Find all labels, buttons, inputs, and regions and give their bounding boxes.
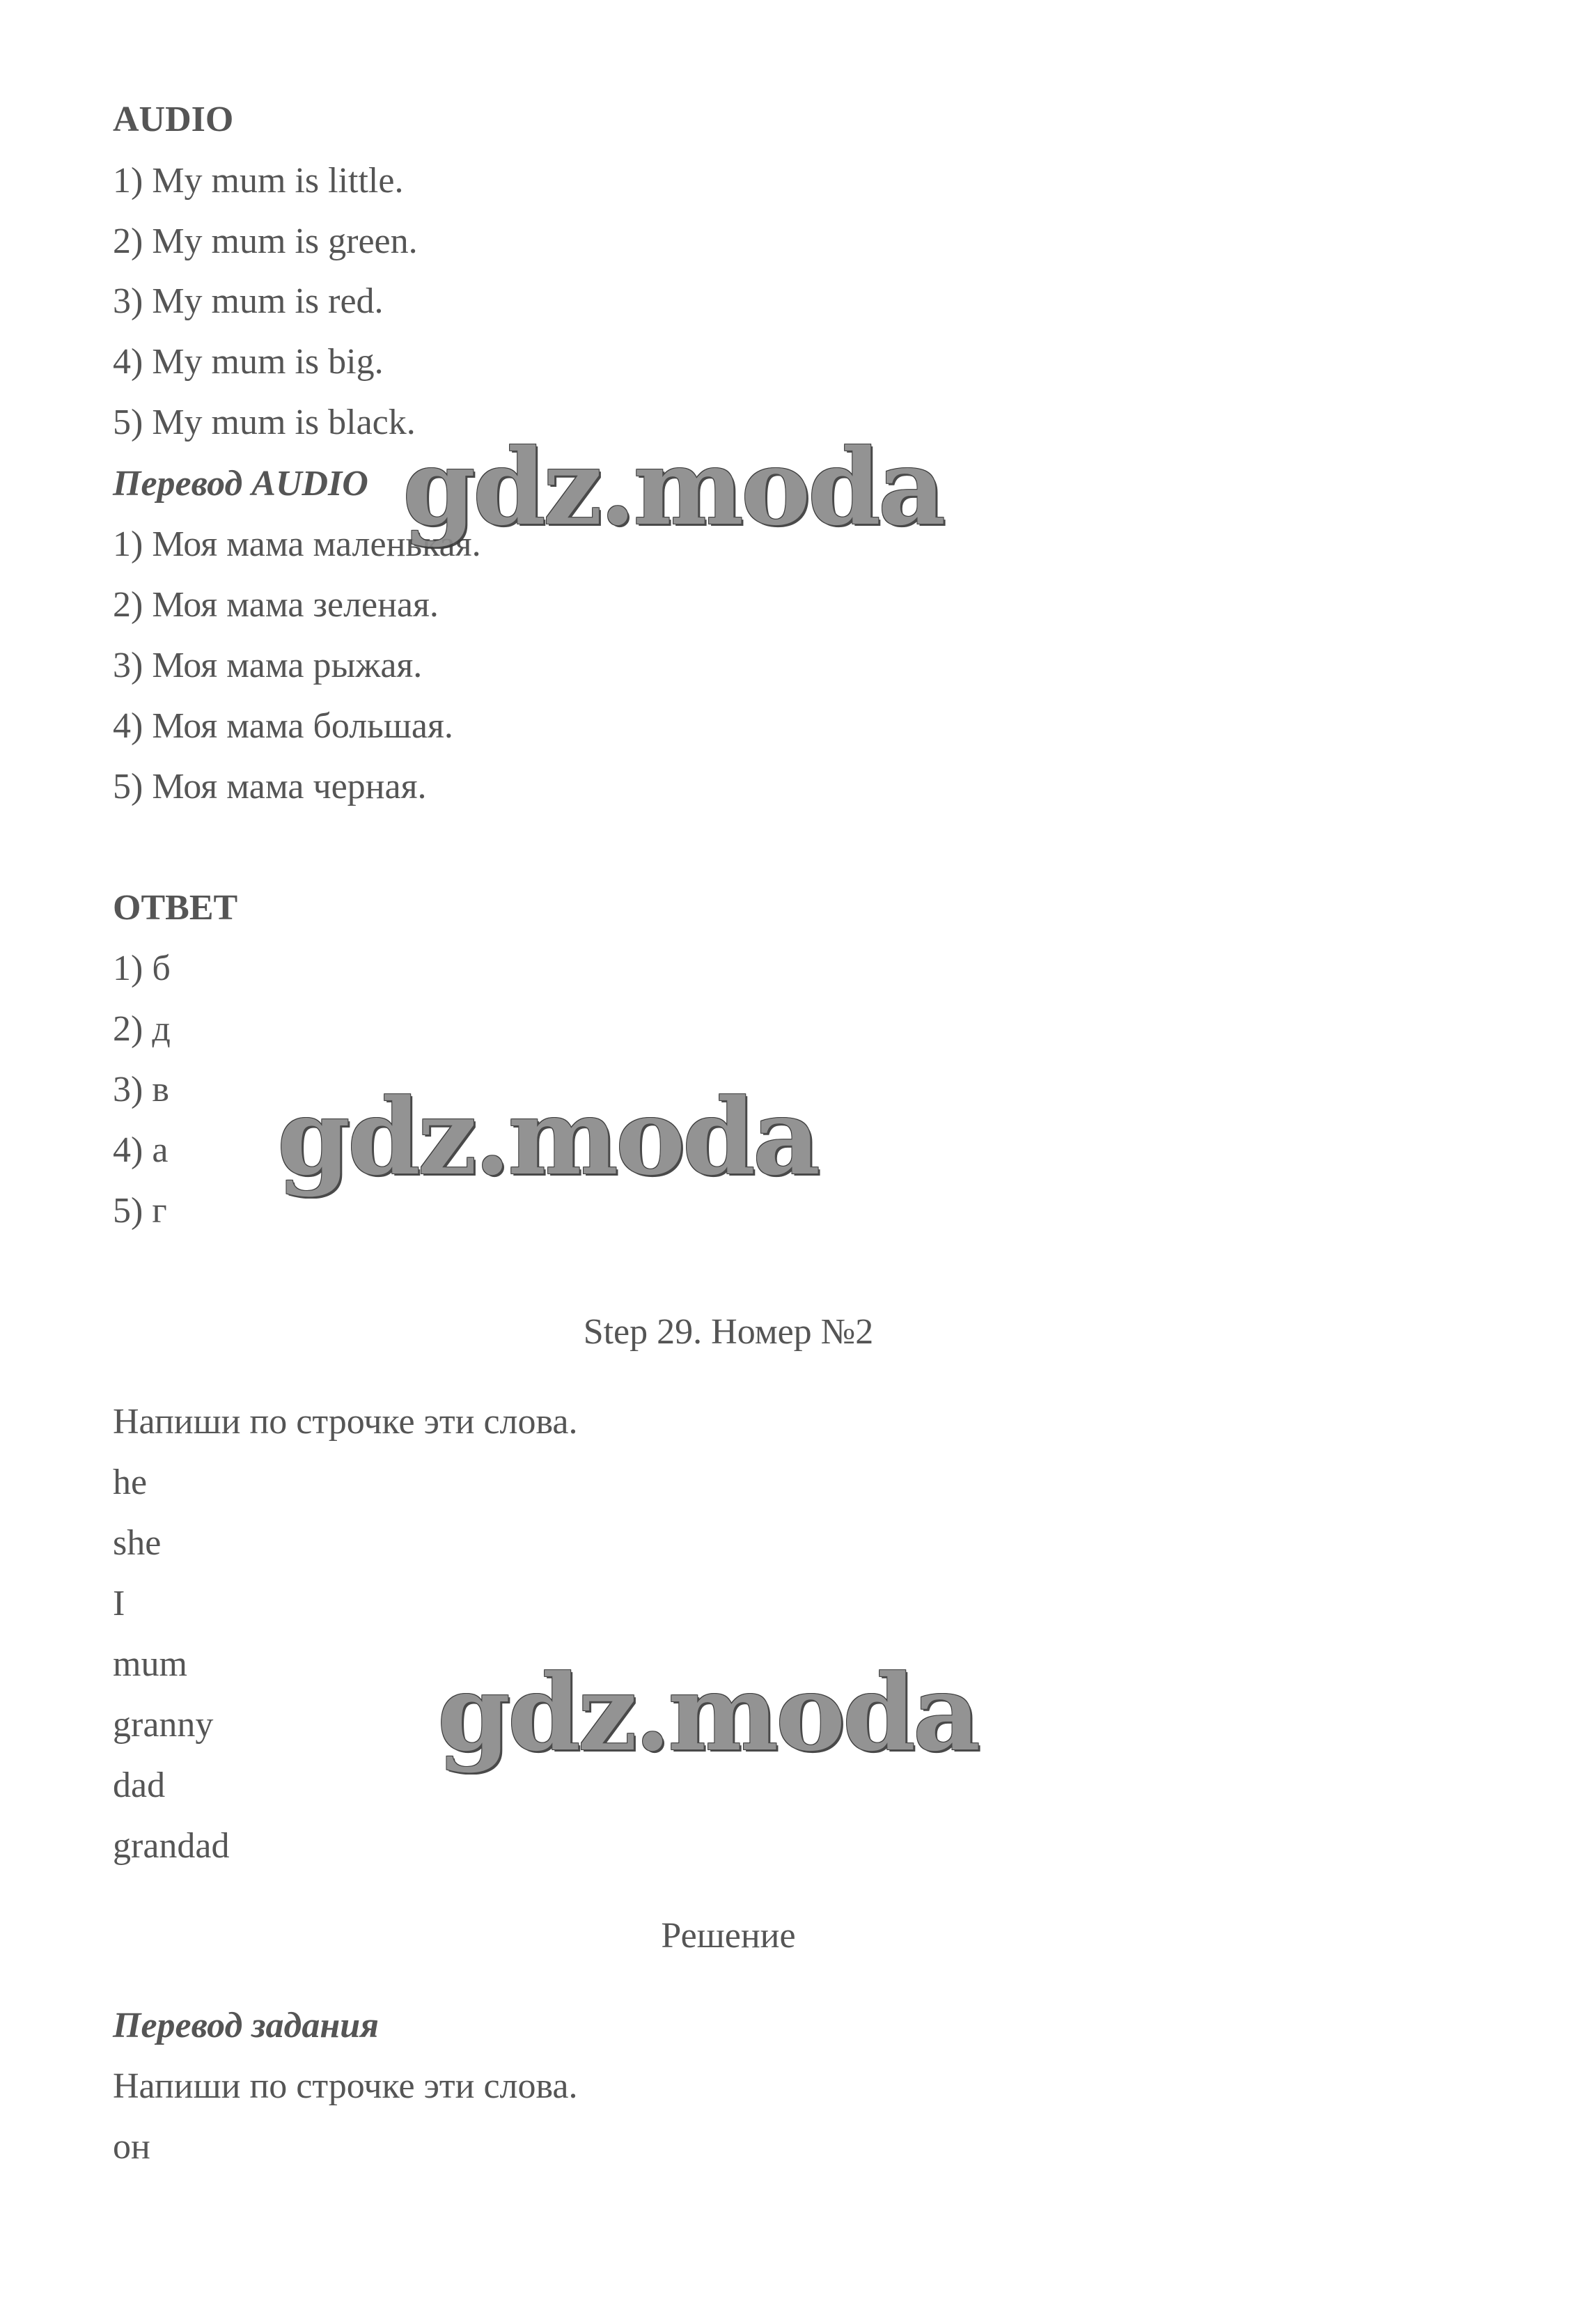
answer-line-5: 5) г	[113, 1191, 167, 1231]
solution-word-1: он	[113, 2127, 150, 2167]
answer-line-2: 2) д	[113, 1009, 171, 1049]
exercise-word-4: mum	[113, 1644, 187, 1684]
audio-line-5: 5) My mum is black.	[113, 403, 416, 442]
audio-line-4: 4) My mum is big.	[113, 342, 384, 382]
answer-line-3: 3) в	[113, 1070, 169, 1109]
answer-heading: ОТВЕТ	[113, 888, 238, 928]
answer-line-1: 1) б	[113, 949, 171, 988]
audio-line-2: 2) My mum is green.	[113, 221, 418, 261]
audio-translation-line-3: 3) Моя мама рыжая.	[113, 646, 423, 685]
audio-translation-line-2: 2) Моя мама зеленая.	[113, 585, 439, 625]
audio-line-1: 1) My mum is little.	[113, 161, 404, 201]
exercise-word-5: granny	[113, 1705, 214, 1745]
exercise-word-2: she	[113, 1523, 162, 1563]
exercise-word-1: he	[113, 1463, 148, 1502]
answer-line-4: 4) а	[113, 1130, 169, 1170]
solution-instruction: Напиши по строчке эти слова.	[113, 2066, 578, 2106]
watermark-logo-1: gdz.moda	[402, 426, 944, 549]
audio-translation-line-5: 5) Моя мама черная.	[113, 767, 427, 806]
exercise-word-6: dad	[113, 1765, 166, 1805]
audio-heading: AUDIO	[113, 100, 234, 139]
watermark-logo-2: gdz.moda	[277, 1076, 818, 1199]
exercise-word-7: grandad	[113, 1826, 230, 1866]
watermark-logo-3: gdz.moda	[437, 1652, 978, 1775]
audio-translation-heading: Перевод AUDIO	[113, 464, 368, 504]
solution-title: Решение	[661, 1916, 796, 1956]
audio-line-3: 3) My mum is red.	[113, 281, 384, 321]
exercise-title: Step 29. Номер №2	[583, 1312, 874, 1352]
audio-translation-line-4: 4) Моя мама большая.	[113, 706, 453, 746]
audio-translation-line-1: 1) Моя мама маленькая.	[113, 524, 481, 564]
exercise-word-3: I	[113, 1584, 125, 1623]
exercise-instruction: Напиши по строчке эти слова.	[113, 1402, 578, 1442]
solution-translation-heading: Перевод задания	[113, 2006, 379, 2045]
